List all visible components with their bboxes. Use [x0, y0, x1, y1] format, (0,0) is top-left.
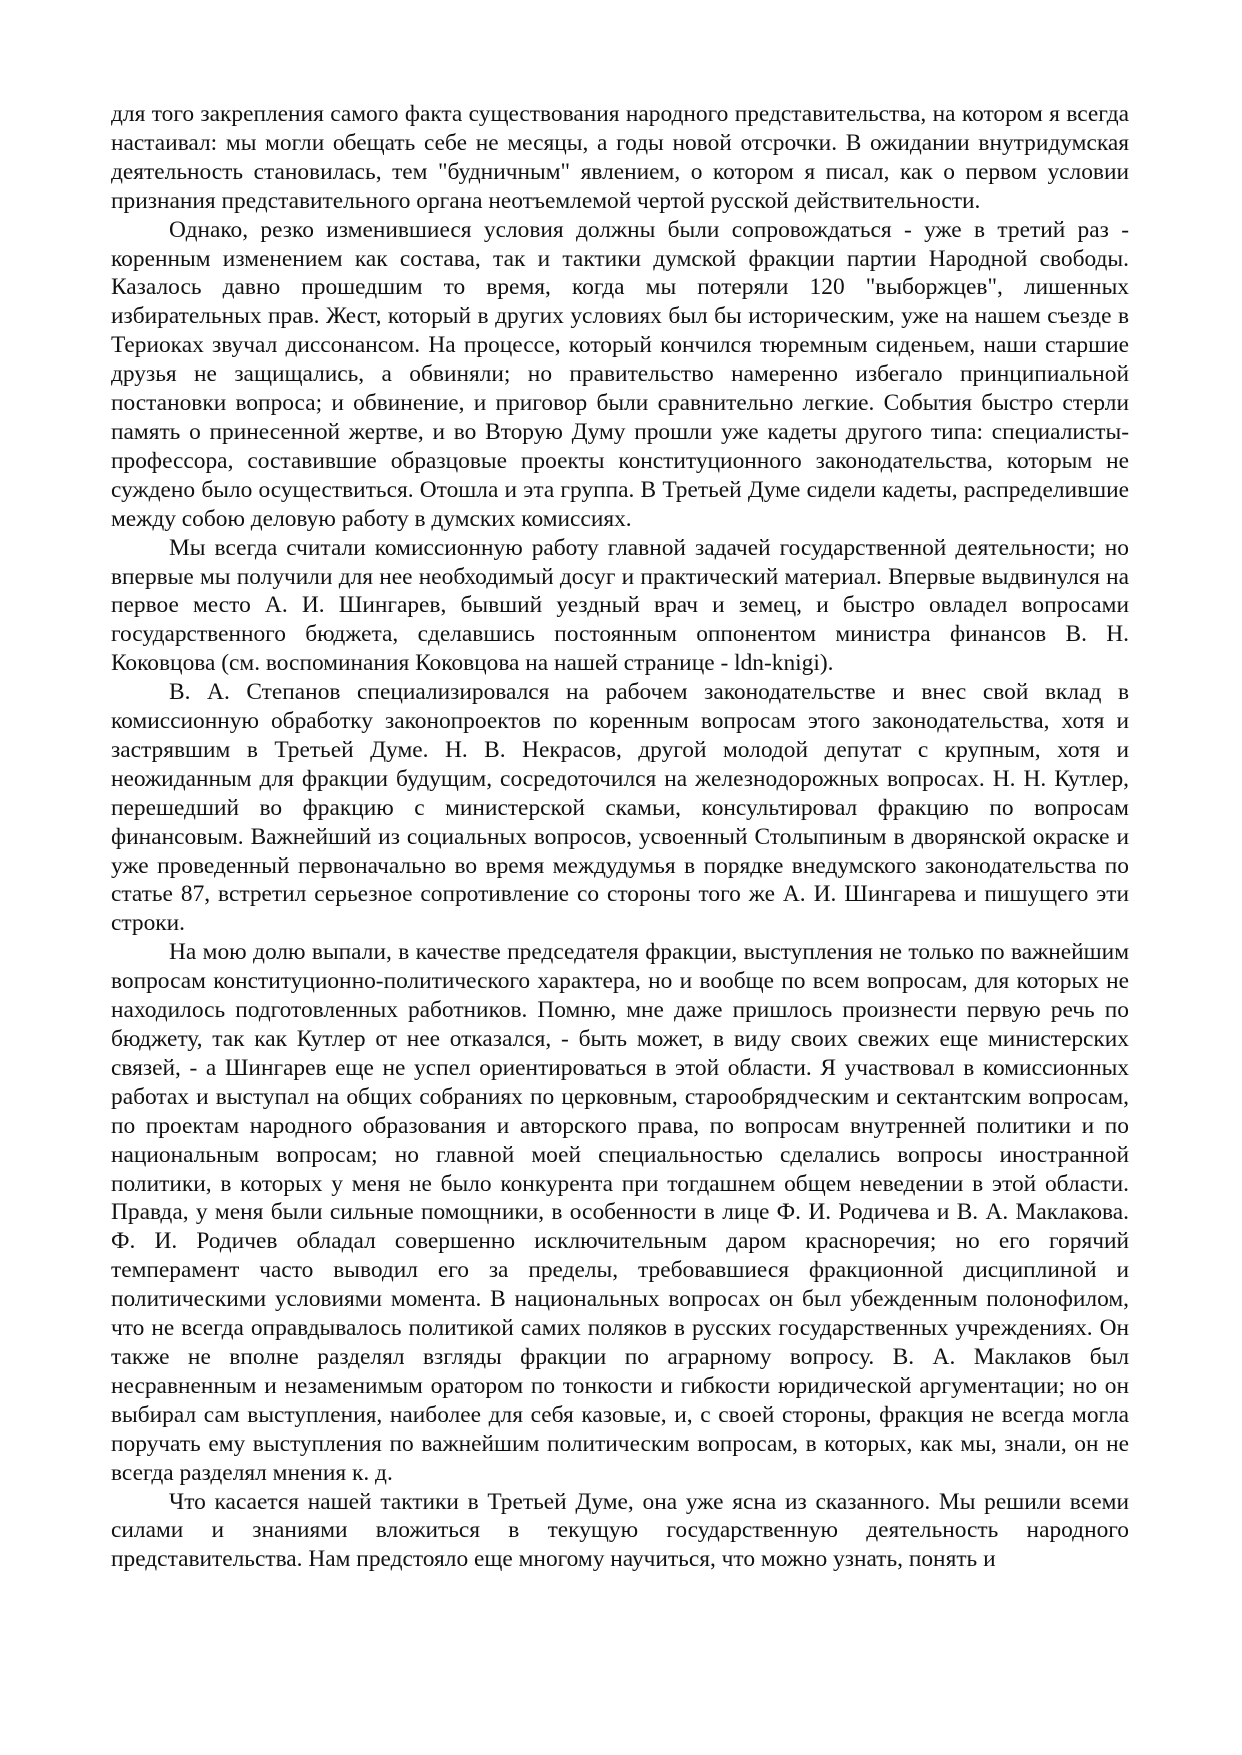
paragraph-tactics: Что касается нашей тактики в Третьей Думе, она уже ясна из сказанного. Мы решили всеми силами и знаниями вложиться в текущую государственную деятельность народного представительства. Нам предстояло еще многому научиться, что можно узнать, понять и	[111, 1488, 1129, 1573]
paragraph-stepanov: В. А. Степанов специализировался на рабочем законодательстве и внес свой вклад в комиссионную обработку законопроектов по коренным вопросам этого законодательства, хотя и застрявшим в Третьей Думе. Н. В. Некрасов, другой молодой депутат с крупным, хотя и неожиданным для фракции будущим, сосредоточился на железнодорожных вопросах. Н. Н. Кутлер, перешедший во фракцию с министерской скамьи, консультировал фракцию по вопросам финансовым. Важнейший из социальных вопросов, усвоенный Столыпиным в дворянской окраске и уже проведенный первоначально во время междудумья в порядке внедумского законодательства по статье 87, встретил серьезное сопротивление со стороны того же А. И. Шингарева и пишущего эти строки.	[111, 679, 1129, 937]
paragraph-chairman-duties: На мою долю выпали, в качестве председателя фракции, выступления не только по важнейшим вопросам конституционно-политического характера, но и вообще по всем вопросам, для которых не находилось подготовленных работников. Помню, мне даже пришлось произнести первую речь по бюджету, так как Кутлер от нее отказался, - быть может, в виду своих свежих еще министерских связей, - а Шингарев еще не успел ориентироваться в этой области. Я участвовал в комиссионных работах и выступал на общих собраниях по церковным, старообрядческим и сектантским вопросам, по проектам народного образования и авторского права, по вопросам внутренней политики и по национальным вопросам; но главной моей специальностью сделались вопросы иностранной политики, в которых у меня не было конкурента при тогдашнем общем неведении в этой области. Правда, у меня были сильные помощники, в особенности в лице Ф. И. Родичева и В. А. Маклакова. Ф. И. Родичев обладал совершенно исключительным даром красноречия; но его горячий темперамент часто выводил его за пределы, требовавшиеся фракционной дисциплиной и политическими условиями момента. В национальных вопросах он был убежденным полонофилом, что не всегда оправдывалось политикой самих поляков в русских государственных учреждениях. Он также не вполне разделял взгляды фракции по аграрному вопросу. В. А. Маклаков был несравненным и незаменимым оратором по тонкости и гибкости юридической аргументации; но он выбирал сам выступления, наиболее для себя казовые, и, с своей стороны, фракция не всегда могла поручать ему выступления по важнейшим политическим вопросам, в которых, как мы, знали, он не всегда разделял мнения к. д.	[111, 939, 1129, 1486]
paragraph-commission-work: Мы всегда считали комиссионную работу главной задачей государственной деятельности; но впервые мы получили для нее необходимый досуг и практический материал. Впервые выдвинулся на первое место А. И. Шингарев, бывший уездный врач и земец, и быстро овладел вопросами государственного бюджета, сделавшись постоянным оппонентом министра финансов В. Н. Коковцова (см. воспоминания Коковцова на нашей странице - ldn-knigi).	[111, 534, 1129, 677]
document-page	[111, 100, 1129, 1574]
paragraph-faction-changes: Однако, резко изменившиеся условия должны были сопровождаться - уже в третий раз - коренным изменением как состава, так и тактики думской фракции партии Народной свободы. Казалось давно прошедшим то время, когда мы потеряли 120 "выборжцев", лишенных избирательных прав. Жест, который в других условиях был бы историческим, уже на нашем съезде в Териоках звучал диссонансом. На процессе, который кончился тюремным сиденьем, наши старшие друзья не защищались, а обвиняли; но правительство намеренно избегало принципиальной постановки вопроса; и обвинение, и приговор были сравнительно легкие. События быстро стерли память о принесенной жертве, и во Вторую Думу прошли уже кадеты другого типа: специалисты-профессора, составившие образцовые проекты конституционного законодательства, которым не суждено было осуществиться. Отошла и эта группа. В Третьей Думе сидели кадеты, распределившие между собою деловую работу в думских комиссиях.	[111, 216, 1129, 532]
paragraph-continuation: для того закрепления самого факта существования народного представительства, на котором я всегда настаивал: мы могли обещать себе не месяцы, а годы новой отсрочки. В ожидании внутридумская деятельность становилась, тем "будничным" явлением, о котором я писал, как о первом условии признания представительного органа неотъемлемой чертой русской действительности.	[111, 101, 1129, 214]
